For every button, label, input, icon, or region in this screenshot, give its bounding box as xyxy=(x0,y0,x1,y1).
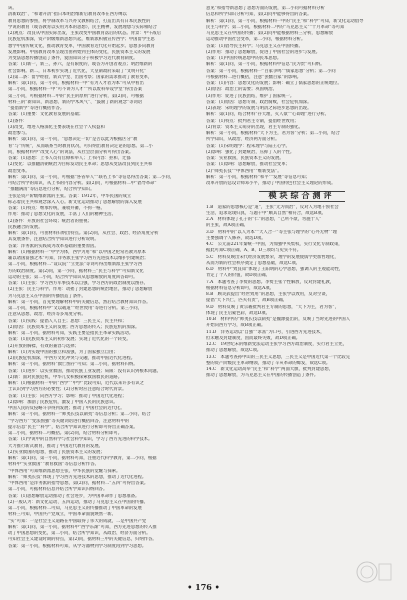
text-line: 答案：第一小问，根据材料一“百家争鸣”“儒家思想”分析；第二小问 xyxy=(206,68,336,74)
text-line: 1.B 道家的思想核心是“道”，主张“无为而治”，反对人为地干预社会 xyxy=(206,204,339,210)
text-line: 解析：第(1)问，结合材料“存天理，灭人欲”“心即理”进行分析。 xyxy=(206,112,329,118)
watermark-stamp-icon xyxy=(355,560,393,584)
text-line: 材料三的“新知识、新思想、新的学术风气”、“鼓励了新的观念”等词语 xyxy=(8,99,143,105)
text-line: 提倡“天下兴亡，匹夫有责”，故B项正确。 xyxy=(206,298,287,304)
text-line: (2)实业救国的思想，推动了民族资本主义的发展； xyxy=(8,449,105,455)
text-line: 信息和所学知识分析可知，第(2)问中能够得出的答案。 xyxy=(206,12,312,18)
text-line: 清新政治”、“和谐开清”指日本明治维新后教育改革在西方缚以 xyxy=(8,12,127,18)
text-line: 民族危机加深，资产阶级维新思想兴起，维新派积极宣传西学；中国留学生思 xyxy=(8,37,155,43)
text-line: 解析：第一小问，根据材料“和平”“发展”等信息可知； xyxy=(206,174,310,180)
text-line: 解析：第(1)问，第一小问，据材料中“西学东渐”可知，西方先进思想的传入推 xyxy=(8,524,157,530)
text-line: 解析：第一小问，首先要理解材料中的关键信息，然后结合教材知识作答。 xyxy=(8,299,151,305)
text-line: 答案：(1)重要：文化教育发展的基础； xyxy=(8,112,84,118)
text-line: 8.B 顾炎武提出“经世致用”的思想，主张学以致用，反对空谈， xyxy=(206,292,330,297)
text-line: 可知社会主义建设时期的特点，第(2)问，据材料三中的关键信息，归纳作答。 xyxy=(8,537,157,543)
text-line: “提倡新学”等进行概括作答。 xyxy=(8,106,65,111)
text-line: 答案：(1)进步：以实业救国，推动民族工业发展；局限：没有认识到根本问题。 xyxy=(8,368,161,374)
text-line: “学习西方”“变法图强”等关键词语进行概括回答，注意材料中的 xyxy=(8,418,130,424)
text-line: 解析：第一小问，据材料“救亡图存”可知；第二小问，据材料归纳。 xyxy=(8,362,138,368)
text-line: 注意从思想、政治、经济等多角度分析。 xyxy=(8,312,86,318)
text-line: 答案：(1)中国传统思想中的民本思想。 xyxy=(206,56,282,61)
text-line: 根据材料信息分析即可，故选A项。 xyxy=(206,285,274,291)
right-column xyxy=(206,6,397,380)
text-line: “中体西用”可知维新派思想主张，中华民族的觉醒与探索。 xyxy=(8,468,121,474)
text-line: (2)表现：宋明理学的发展与明清之际进步思想的出现。 xyxy=(206,106,312,111)
text-line: 民族融合的发展。 xyxy=(8,224,43,230)
text-line: 7.A 本题考查了李贽的思想。李贽主张个性解放，反对封建礼教， xyxy=(206,279,335,285)
text-line: 政治参与。 xyxy=(8,131,30,136)
text-line: 6.D 材料中“致良知”体现了王阳明的心学思想，强调人的主观能动性， xyxy=(206,267,344,272)
text-line: 第二小问，根据材料二可知，马克思主义的传播推动了中国革命的发展 xyxy=(8,506,142,511)
text-line: 答案：(1)学说中的自然科学与社会科学知识，学习了西方先进的科学技术。 xyxy=(8,437,153,443)
text-line: (2)“师夷长技”“中体西用”“维新变法”。 xyxy=(206,168,282,174)
text-line: 解析：第(1)问，第一小问，根据材料一中“有为人才者为本”可从中看出 xyxy=(8,81,144,86)
text-line: 答案：(1)主张：向西方学习；影响：推动了中国近代化进程； xyxy=(8,393,127,399)
section-title: 模块综合测评 xyxy=(259,191,345,201)
text-line: 答案：洋务派的实践成为改革基础的重要原因。 xyxy=(8,243,99,249)
text-line: 据此可知C项正确，A、B、D三项均与史实不符。 xyxy=(206,248,302,254)
text-line: 答案：(1)新一，新三，孙六，是有限度的，或答为开创者观点；明治维新的 xyxy=(8,62,153,68)
text-line: (2)开放的胸襟，有效的兼容与选择； xyxy=(8,343,79,349)
text-line: 学说的教育（或答教育以实用为本的思想），民主精神，发展理想与实际相结合 xyxy=(8,24,157,30)
text-line: 的主张，故A项正确。 xyxy=(206,223,248,229)
text-line: 2.A 材料体现了孔子的“仁”的思想，“己所不欲，勿施于人” xyxy=(206,217,322,222)
text-line: “推翻满清”等信息进行分析，结合所学知识。 xyxy=(8,187,95,193)
text-line: 答案：(1)宋明理学：程朱理学与陆王心学。 xyxy=(206,143,290,149)
text-line: 答案：(1)民族资本主义的初步发展；实现了近代化的一个转变。 xyxy=(8,337,131,343)
text-line: 提示信息“民主”“科学”，结合所学知识进行分析即可得出正确答案。 xyxy=(8,424,138,430)
text-line: 政治变革。 xyxy=(8,168,30,174)
text-line: 为马克思主义在中国的传播创造了条件。 xyxy=(8,293,86,299)
text-line: 育”与“传统”，从而联系当时教育状况，可归纳出教育决定论的思想。第二小 xyxy=(8,143,153,149)
text-line: “中体西用”是洋务派的指导思想，第(2)问，据材料二“五四”可得出答案。 xyxy=(8,481,149,486)
text-line: (2)原因：政治上的需要；巩固统治。 xyxy=(206,87,277,93)
text-line: 辅以诸国富强之术”可知，洋务派主张学习西方先进技术以维护封建统治； xyxy=(8,256,149,261)
text-line: (2)一般认为：新文化运动、五四运动，推动了马克思主义在中国的传播。 xyxy=(8,499,148,505)
text-line: 标志着民主共和观念深入人心。新文化运动推动了思想解放的深入发展 xyxy=(8,199,142,205)
text-line: 运动的主张；第二小问，结合所学知识从思想解放的角度回答即可。 xyxy=(8,274,138,280)
text-line: 解析：第(1)问，第一小问，根据材料一中的“民主”和“科学”可知，新文化运动倡导 xyxy=(206,18,364,24)
text-line: 解析：第二小问，据材料可知，实践主要是指民主革命实践活动。 xyxy=(8,331,134,336)
text-line: (2)条件： xyxy=(8,118,28,124)
text-line: 解析：(1)根据材料一中的“西学”“中学”比较可知，近代以来许多有识之 xyxy=(8,381,144,386)
text-line: 答案：实业救国，民族资本主义的发展。 xyxy=(206,156,284,161)
text-line: (2)影响：加剧了民族危机，激发了中国人民的民族意识。 xyxy=(8,399,118,405)
text-line: 4.C 公元前221年秦统一中国，为加强中央集权，实行文化专制政策， xyxy=(206,242,343,247)
left-column xyxy=(8,6,199,550)
text-line: 改革开放的总设计师邓小平，推动了中国特色社会主义理论的形成。 xyxy=(206,181,336,186)
text-line: 答案：(1)实践：提倡人人自主；思想：三民主义，民主共和； xyxy=(8,318,127,324)
text-line: 该。 xyxy=(8,6,17,11)
text-line: 从而为新的社会秩序奠定了思想基础，故选C项。 xyxy=(206,260,300,266)
text-line: 第二小问，根据材料一中“可不讲为人才”“所以废科举设学堂”得出答案 xyxy=(8,87,143,93)
text-line: 运动推动中国社会变革，第二小问，根据材料分析。 xyxy=(206,37,306,43)
text-line: 11.D 洋务运动以“自强”“求富”为口号，引进西方先进技术， xyxy=(206,329,325,335)
text-line: 想学中国传统文化，推动教育变革，中国教育近代化开始起步。思想多向教育 xyxy=(8,43,155,49)
text-line: 答案：(1)影响：思想解放，推动社会变革； xyxy=(206,162,290,168)
right-column-top xyxy=(206,6,397,187)
text-line: (2)影响：强化了封建统治，压抑了人的个性。 xyxy=(206,149,295,155)
text-line: (2)第二条：留学经验、新式学堂、出国考察；国家的需求推动了教育变革， xyxy=(8,74,153,80)
text-line: 13.C 本题考查孙中山的三民主义思想，三民主义是中国近代第一个比较完 xyxy=(206,354,351,360)
text-line: 发展影响。中国教育改革呈现出由初始到主体的变化，民族资本主义的发展 xyxy=(8,49,151,55)
text-line: (2)原因：民族资本主义的发展；西方思想的传入；民族危机的加深。 xyxy=(8,324,140,330)
text-line: (2)新：面对民族危机，中华儿女积极探索救国救民的道路。 xyxy=(8,374,123,380)
text-line: (2)民族危机加深，中西方文化冲突与交融，推动中国近代化进程。 xyxy=(8,356,136,361)
text-line: 体现了民主启蒙色彩，故选D项。 xyxy=(206,310,270,316)
text-line: 推动了思想解放，故选C项。 xyxy=(206,348,262,354)
text-line: (2)观点：改良从中国实际出发，主张改变中国教育落后的状态。背景：甲午战后 xyxy=(8,31,161,36)
text-line: 意见”和指导新思想了思想方面的发展，第二小问可据材料分析 xyxy=(206,6,325,11)
text-line: 可结合所学的知识，从上书的内容分析。第(2)问，可根据材料二中“倡导革命” xyxy=(8,181,157,186)
text-line: 方的政治制度。第(2)问，第一小问，据材料三“民主与科学”可知新文化 xyxy=(8,268,144,274)
text-line: 解析：第(1)问，可由材料归纳出特点。第(2)问，从社会、政治、经济角度分析 xyxy=(8,231,159,236)
section-header xyxy=(206,191,397,201)
text-line: 可根据材料二进行概括，注意“罢黜百家”的影响。 xyxy=(206,74,302,80)
text-line: 主要强调个人修养，故选D项。 xyxy=(206,235,266,241)
text-line: 答案：(1)特点：批判君主专制，提倡经世致用； xyxy=(206,118,299,124)
text-line: 答案：(1)思想：上书人员有官僚和举人；上书内容：拒和、迁都 xyxy=(8,156,131,161)
text-line: 民主与科学；第二小问，根据材料二中的“马克思主义”“十月革命”等可知 xyxy=(206,24,345,30)
text-line: 5.C 材料反映出宋代经济发展繁荣，理学的发展使儒学更加哲理化， xyxy=(206,254,339,260)
text-line: 答案：(1)内容：思想文化的发展；影响：确立了儒家思想的正统地位。 xyxy=(206,81,342,86)
text-line: 整的资产阶级民主革命纲领，推动了辛亥革命的爆发，故选C项。 xyxy=(206,360,331,366)
text-line: 推动了思想解放，为马克思主义在中国的传播创造了条件。 xyxy=(206,373,319,379)
text-line: 开始向西方学习，故B项正确。 xyxy=(206,323,266,329)
text-line: 解析：第(1)问，第一小问，据材料可知，注重近代科学教育，第二小问，根据 xyxy=(8,456,157,461)
text-line: 士认识到学习西方的必要性；(2)分析时应注意结合时代背景。 xyxy=(8,387,127,393)
text-line: 材料中“实业救国”“教育救国”等信息分析作答。 xyxy=(8,462,99,468)
page-number: • 176 • xyxy=(187,582,220,592)
text-line: 答案：第一小问，根据材料可知，从学习器物到学习制度再到学习思想。 xyxy=(8,543,147,549)
text-line: 所学知识，从政治、经济两方面分析。 xyxy=(206,137,280,143)
text-line: 9.D 材料反映了黄宗羲批判君主专制的思想，“天下为主，君为客”， xyxy=(206,304,339,310)
text-line: 解析：第(1)问，第一小问，“思想决定一切”是否以此为根据区分“教 xyxy=(8,137,138,143)
text-line: 动了中国思想的变化，第二小问，结合所学知识，从政治、经济方面分析。 xyxy=(8,531,151,536)
text-line: (2)主张：民主与科学。作用：动摇了封建思想的统治地位，推动了思想解放 xyxy=(8,287,153,293)
text-line: 解析：(1)根据材料一“中学为体，西学为用”和“以中国之伦常名教为原本 xyxy=(8,249,146,255)
text-line: 教育思想的参照，将学制改革与兴办文教相结合，打造出具有日本民族性的 xyxy=(8,18,151,24)
right-column-bottom xyxy=(206,205,397,380)
text-line: 解析：(1)为实现中国的独立和富强，为了国家独立自由； xyxy=(8,349,118,355)
text-line: 肯定了个人的价值，故D项正确。 xyxy=(206,273,270,279)
text-line: 材料三可知，中国共产党成立，中国革命面貌焕然一新。 xyxy=(8,512,116,518)
text-line: 社会影响。新二，日本初步实现了近代化，天皇制政府采取了“文明开化” xyxy=(8,68,147,74)
text-line: (2)背景：资本主义萌芽的出现，君主专制的强化。 xyxy=(206,124,303,130)
text-line: 第二小问，可据材料信息并结合所学知识归纳回答。 xyxy=(8,487,108,493)
text-line: 第二小问，根据材料二“设议院”“立宪法”等词可得出维新派主张学习西 xyxy=(8,262,143,268)
text-line: 3.D 材料中的“以人为本”“天人合一”等主张与理学的“心外无物”“理 xyxy=(206,229,338,235)
text-line: 答案：(1)主张：学习西方军事技术以自强，学习西方的政治制度以图存。 xyxy=(8,281,148,286)
text-line: 解析：第(1)问，第一小问，根据材料中信息“民为贵”可归纳。 xyxy=(206,62,325,68)
text-line: 马克思主义在中国的传播；第(2)问中能根据材料三分析，思想解放 xyxy=(206,31,334,36)
text-line: 问，根据材料中“改变人心”的说法，从社会层面分析可得出答案。 xyxy=(8,149,134,155)
text-line: 为变法思想传播创造了条件，爱国知识分子积极学习近代教育制度。 xyxy=(8,56,138,61)
text-line: 作用：推动了思想文化的发展，丰富了人们的精神生活。 xyxy=(8,212,116,218)
text-line: 解析：第一小问，据材料一“师夷长技以制夷”等信息分析；第二小问，结合 xyxy=(8,412,151,418)
text-line: 解析：第(1)问，第一小问，可根据“各省举人”“联名上书”等信息得出答案；第二小问， xyxy=(8,174,175,180)
text-line: (2)作用：推动了思想解放，促进了中国社会的进步与发展。 xyxy=(206,49,321,55)
text-line: 但未触及封建制度，因而最终失败，故D项正确。 xyxy=(206,335,301,341)
text-line: 12.C 19世纪末的维新变法运动主张学习西方政治制度，实行君主立宪， xyxy=(206,342,347,347)
text-line: 生活，追求返璞归真，与题干中“顺其自然”相符合，故选B项。 xyxy=(206,210,326,216)
text-line: 其发展条件，注意结合所学知识进行分析说明。 xyxy=(8,237,99,243)
text-line: 14.C 新文化运动高举“民主”和“科学”两面大旗，批判封建思想， xyxy=(206,367,333,372)
text-line: 答案：(1)倡导民主科学；马克思主义在中国传播。 xyxy=(206,43,303,49)
text-line: (3)改变，增进人格深化主要表现在社会个人权益和 xyxy=(8,124,105,130)
text-line: 答案：(1)原因：思想专制，政治腐败，社会危机加深。 xyxy=(206,99,312,105)
text-line: 大力推行新式教育，推动了中国近代教育的发展。 xyxy=(8,443,103,449)
text-line: 答案：(1)思想解放运动推动了社会进步，为中国革命作了思想准备。 xyxy=(8,493,140,499)
text-line: (2)条件：开放的社会环境；统治者的重视； xyxy=(8,218,92,224)
text-line: 中国人民的反侵略斗争得到发展；推动了中国社会的近代化。 xyxy=(8,406,125,411)
text-line: 解析：“师夷长技”体现了学习西方先进技术的思想，推动了近代化进程。 xyxy=(8,474,147,480)
text-line: (2)变化：以推翻清朝统治为目标发动民主革命；思想从变法改良到民主共和 xyxy=(8,162,153,168)
text-line: 10.B 材料中的“师夷长技以制夷”是魏源提出的，反映了当时先进的中国人 xyxy=(206,317,351,322)
text-line: 第二小问，据材料二可概括。第(2)问，结合材料分析即可。 xyxy=(8,431,123,436)
text-line: 解析：第一小问，根据材料“天下为主，君为客”分析；第二小问，结合 xyxy=(206,131,340,136)
text-line: (3)作用：促进了民族团结，维护了国家统一。 xyxy=(206,93,295,99)
text-line: “实”可知：一是社会主义道路在中国取得了伟大的成就，二是中国共产党 xyxy=(8,518,147,524)
text-line: 答案：(1)特点：继承传统，兼收并蓄，不拘一格。 xyxy=(8,206,105,211)
text-line: 主张是资产阶级维新派的主张。答案：1912年，中华民国的成立 xyxy=(8,193,132,199)
text-line: 第二小问，根据材料中“文以载道”“经世致用”等进行分析。第三小问， xyxy=(8,306,143,311)
text-line: 第三小问，可根据材料二中的“民主的原则”进行分析，第(2)问，可根据 xyxy=(8,93,144,99)
